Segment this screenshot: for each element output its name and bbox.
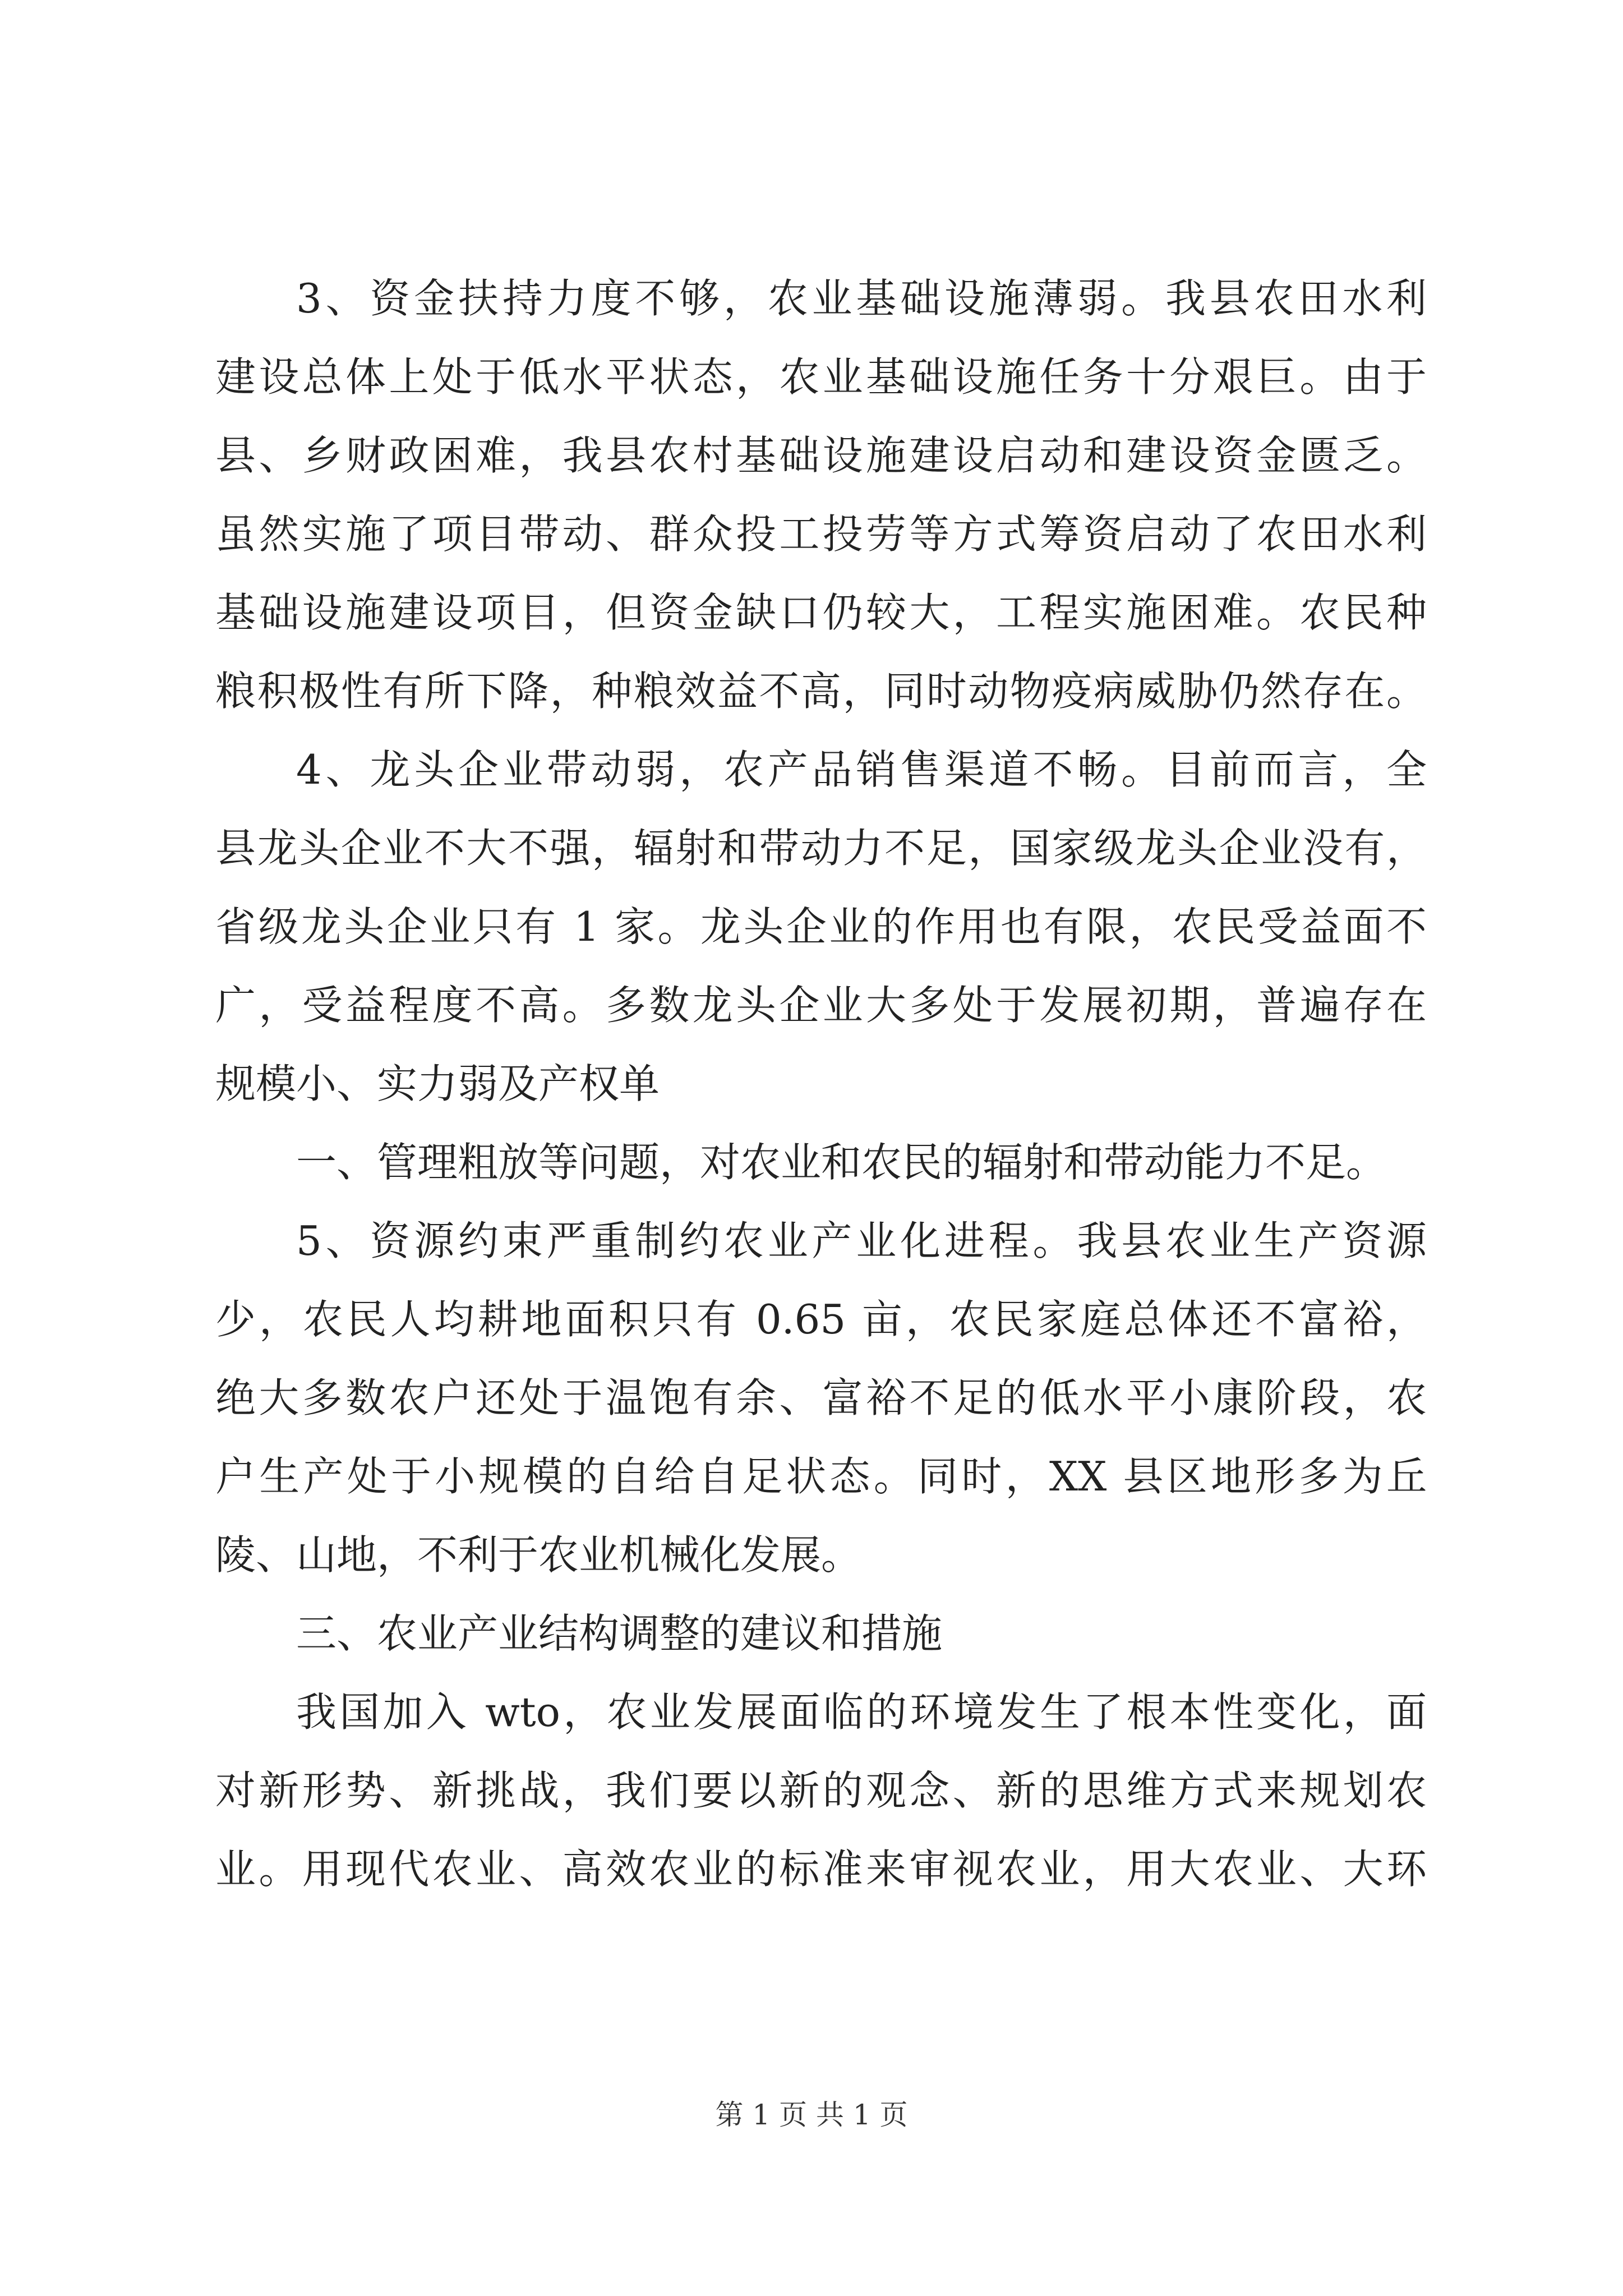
paragraph-3-line-1: 3、资金扶持力度不够，农业基础设施薄弱。我县农田水利: [296, 275, 1427, 322]
paragraph-wto-line-3: 业。用现代农业、高效农业的标准来审视农业，用大农业、大环: [215, 1846, 1427, 1893]
paragraph-4-line-5: 规模小、实力弱及产权单: [215, 1060, 660, 1107]
paragraph-4-line-4: 广，受益程度不高。多数龙头企业大多处于发展初期，普遍存在: [215, 982, 1427, 1029]
section-heading-3: 三、农业产业结构调整的建议和措施: [296, 1610, 943, 1657]
paragraph-4-line-3: 省级龙头企业只有 1 家。龙头企业的作用也有限，农民受益面不: [215, 903, 1427, 950]
paragraph-management-line: 一、管理粗放等问题，对农业和农民的辐射和带动能力不足。: [296, 1139, 1387, 1186]
paragraph-4-line-1: 4、龙头企业带动弱，农产品销售渠道不畅。目前而言，全: [296, 746, 1427, 793]
paragraph-5-line-2: 少，农民人均耕地面积只有 0.65 亩，农民家庭总体还不富裕，: [215, 1296, 1427, 1343]
paragraph-3-line-4: 虽然实施了项目带动、群众投工投劳等方式筹资启动了农田水利: [215, 510, 1427, 558]
page-number-label: 第 1 页 共 1 页: [715, 2099, 908, 2131]
paragraph-3-line-3: 县、乡财政困难，我县农村基础设施建设启动和建设资金匮乏。: [215, 432, 1427, 479]
paragraph-4-line-2: 县龙头企业不大不强，辐射和带动力不足，国家级龙头企业没有，: [215, 825, 1427, 872]
paragraph-5-line-5: 陵、山地，不利于农业机械化发展。: [215, 1531, 862, 1579]
paragraph-5-line-4: 户生产处于小规模的自给自足状态。同时，XX 县区地形多为丘: [215, 1453, 1427, 1500]
paragraph-3-line-5: 基础设施建设项目，但资金缺口仍较大，工程实施困难。农民种: [215, 589, 1427, 636]
paragraph-wto-line-1: 我国加入 wto，农业发展面临的环境发生了根本性变化，面: [296, 1688, 1427, 1736]
paragraph-5-line-1: 5、资源约束严重制约农业产业化进程。我县农业生产资源: [296, 1217, 1427, 1264]
paragraph-3-line-6: 粮积极性有所下降，种粮效益不高，同时动物疫病威胁仍然存在。: [215, 668, 1427, 715]
paragraph-3-line-2: 建设总体上处于低水平状态，农业基础设施任务十分艰巨。由于: [215, 353, 1427, 401]
paragraph-wto-line-2: 对新形势、新挑战，我们要以新的观念、新的思维方式来规划农: [215, 1767, 1427, 1814]
document-body: [215, 259, 1427, 1908]
page-footer: [0, 2092, 1623, 2133]
paragraph-5-line-3: 绝大多数农户还处于温饱有余、富裕不足的低水平小康阶段，农: [215, 1374, 1427, 1421]
